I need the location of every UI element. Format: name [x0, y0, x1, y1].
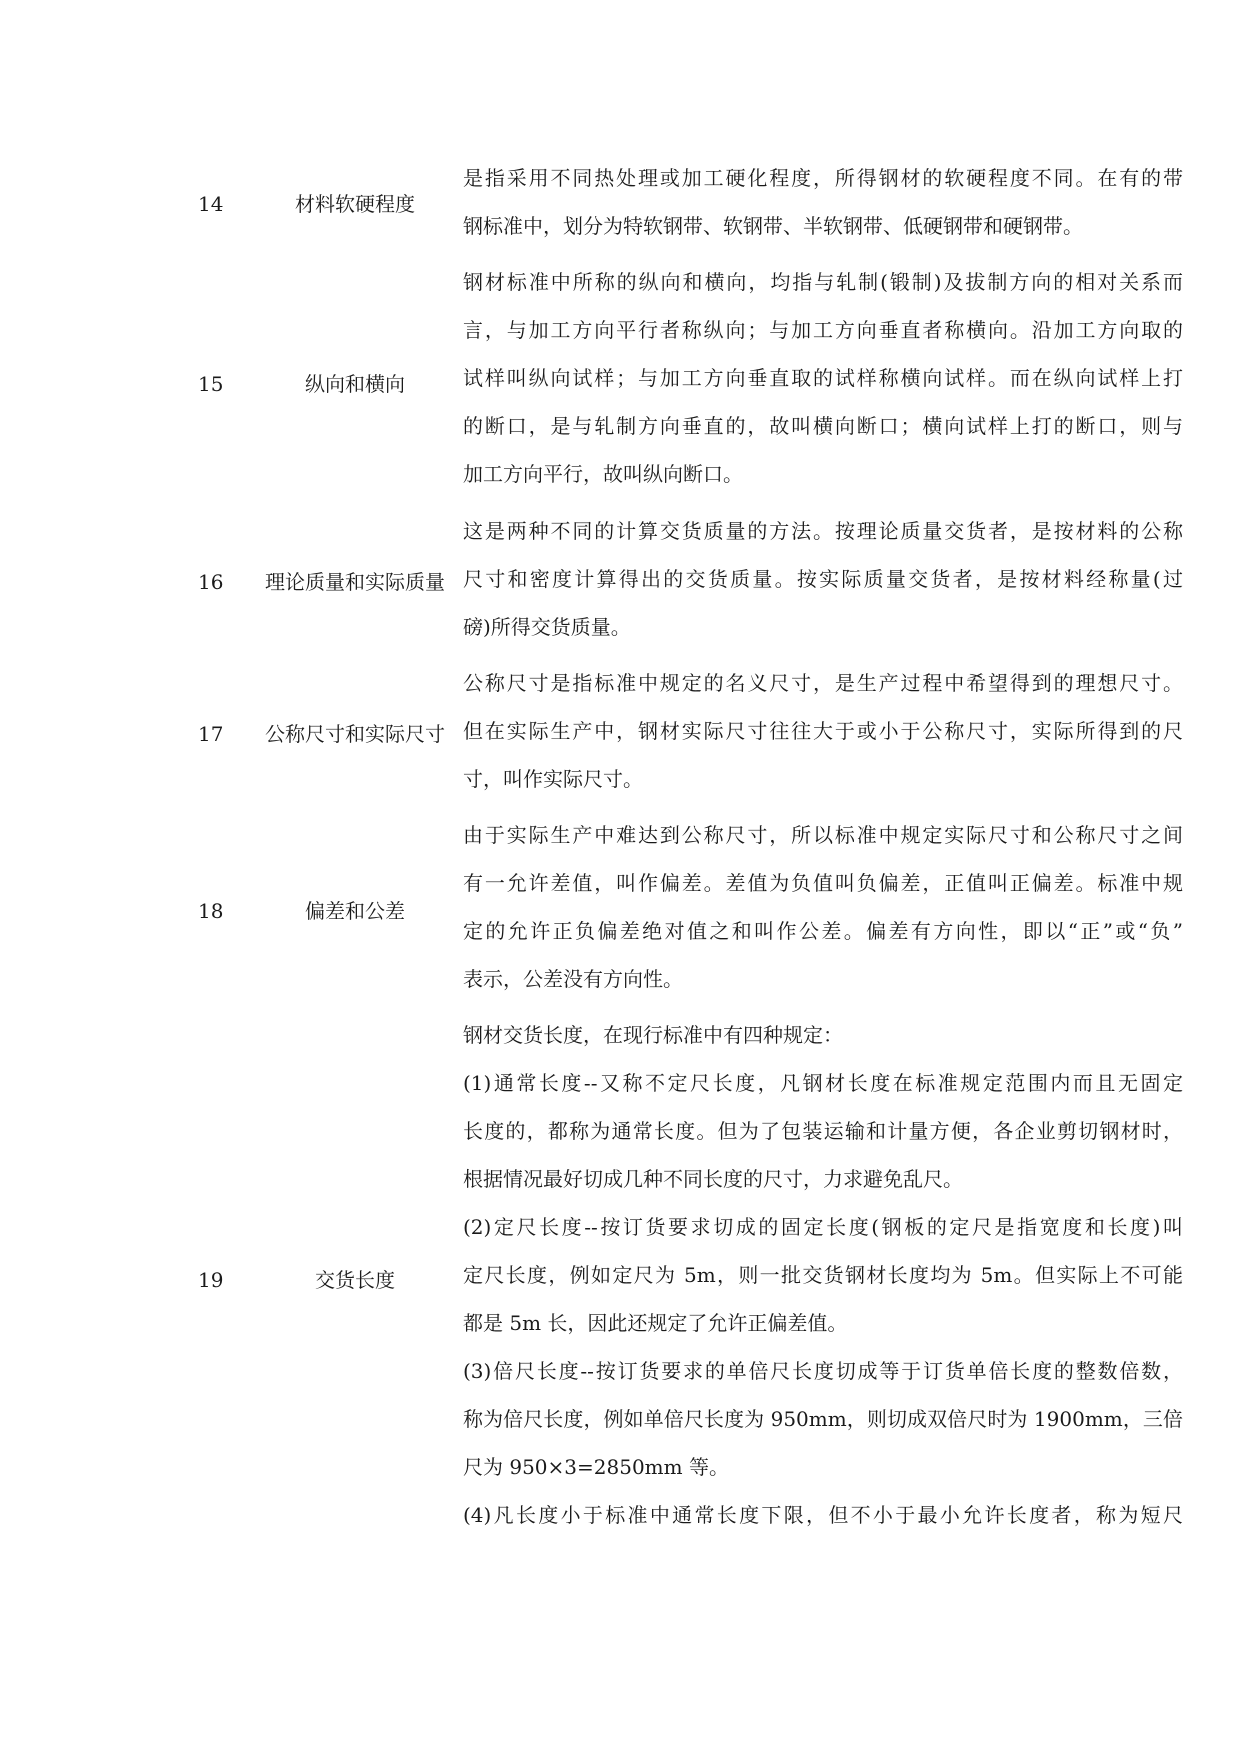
- text-line: (1)通常长度--又称不定尺长度，凡钢材长度在标准规定范围内而且无固定: [463, 1071, 1183, 1095]
- term-label: 纵向和横向: [305, 372, 405, 396]
- text-line: 钢标准中，划分为特软钢带、软钢带、半软钢带、低硬钢带和硬钢带。: [463, 214, 1083, 238]
- definition-text: [463, 270, 1183, 510]
- text-line: 言，与加工方向平行者称纵向；与加工方向垂直者称横向。沿加工方向取的: [463, 318, 1183, 342]
- definition-text: [463, 166, 1183, 262]
- text-line: 尺为 950×3=2850mm 等。: [463, 1455, 729, 1479]
- text-line: 根据情况最好切成几种不同长度的尺寸，力求避免乱尺。: [463, 1167, 963, 1191]
- text-line: (3)倍尺长度--按订货要求的单倍尺长度切成等于订货单倍长度的整数倍数，: [463, 1359, 1183, 1383]
- text-line: 寸，叫作实际尺寸。: [463, 767, 643, 791]
- definition-text: [463, 1023, 1183, 1551]
- text-line: 钢材交货长度，在现行标准中有四种规定：: [463, 1023, 843, 1047]
- text-line: 表示，公差没有方向性。: [463, 967, 683, 991]
- text-line: 尺寸和密度计算得出的交货质量。按实际质量交货者，是按材料经称量(过: [463, 567, 1183, 591]
- text-line: 试样叫纵向试样；与加工方向垂直取的试样称横向试样。而在纵向试样上打: [463, 366, 1183, 390]
- text-line: 长度的，都称为通常长度。但为了包装运输和计量方便，各企业剪切钢材时，: [463, 1119, 1183, 1143]
- row-number: 15: [198, 372, 224, 396]
- row-number: 19: [198, 1268, 224, 1292]
- text-line: 加工方向平行，故叫纵向断口。: [463, 462, 743, 486]
- text-line: 称为倍尺长度，例如单倍尺长度为 950mm，则切成双倍尺时为 1900mm，三倍: [463, 1407, 1183, 1431]
- row-number: 18: [198, 899, 224, 923]
- text-line: 这是两种不同的计算交货质量的方法。按理论质量交货者，是按材料的公称: [463, 519, 1183, 543]
- text-line: 都是 5m 长，因此还规定了允许正偏差值。: [463, 1311, 848, 1335]
- text-line: (4)凡长度小于标准中通常长度下限，但不小于最小允许长度者，称为短尺: [463, 1503, 1183, 1527]
- term-label: 偏差和公差: [305, 899, 405, 923]
- text-line: 定的允许正负偏差绝对值之和叫作公差。偏差有方向性，即以“正”或“负”: [463, 919, 1183, 943]
- definition-text: [463, 671, 1183, 815]
- definition-text: [463, 823, 1183, 1015]
- term-label: 理论质量和实际质量: [265, 570, 445, 594]
- text-line: 但在实际生产中，钢材实际尺寸往往大于或小于公称尺寸，实际所得到的尺: [463, 719, 1183, 743]
- text-line: 由于实际生产中难达到公称尺寸，所以标准中规定实际尺寸和公称尺寸之间: [463, 823, 1183, 847]
- text-line: 有一允许差值，叫作偏差。差值为负值叫负偏差，正值叫正偏差。标准中规: [463, 871, 1183, 895]
- text-line: 公称尺寸是指标准中规定的名义尺寸，是生产过程中希望得到的理想尺寸。: [463, 671, 1183, 695]
- definition-text: [463, 519, 1183, 663]
- text-line: 定尺长度，例如定尺为 5m，则一批交货钢材长度均为 5m。但实际上不可能: [463, 1263, 1183, 1287]
- row-number: 17: [198, 722, 224, 746]
- text-line: (2)定尺长度--按订货要求切成的固定长度(钢板的定尺是指宽度和长度)叫: [463, 1215, 1183, 1239]
- term-label: 材料软硬程度: [295, 192, 415, 216]
- text-line: 是指采用不同热处理或加工硬化程度，所得钢材的软硬程度不同。在有的带: [463, 166, 1183, 190]
- row-number: 16: [198, 570, 224, 594]
- text-line: 磅)所得交货质量。: [463, 615, 631, 639]
- text-line: 的断口，是与轧制方向垂直的，故叫横向断口；横向试样上打的断口，则与: [463, 414, 1183, 438]
- term-label: 交货长度: [315, 1268, 395, 1292]
- text-line: 钢材标准中所称的纵向和横向，均指与轧制(锻制)及拔制方向的相对关系而: [463, 270, 1183, 294]
- row-number: 14: [198, 192, 224, 216]
- term-label: 公称尺寸和实际尺寸: [265, 722, 445, 746]
